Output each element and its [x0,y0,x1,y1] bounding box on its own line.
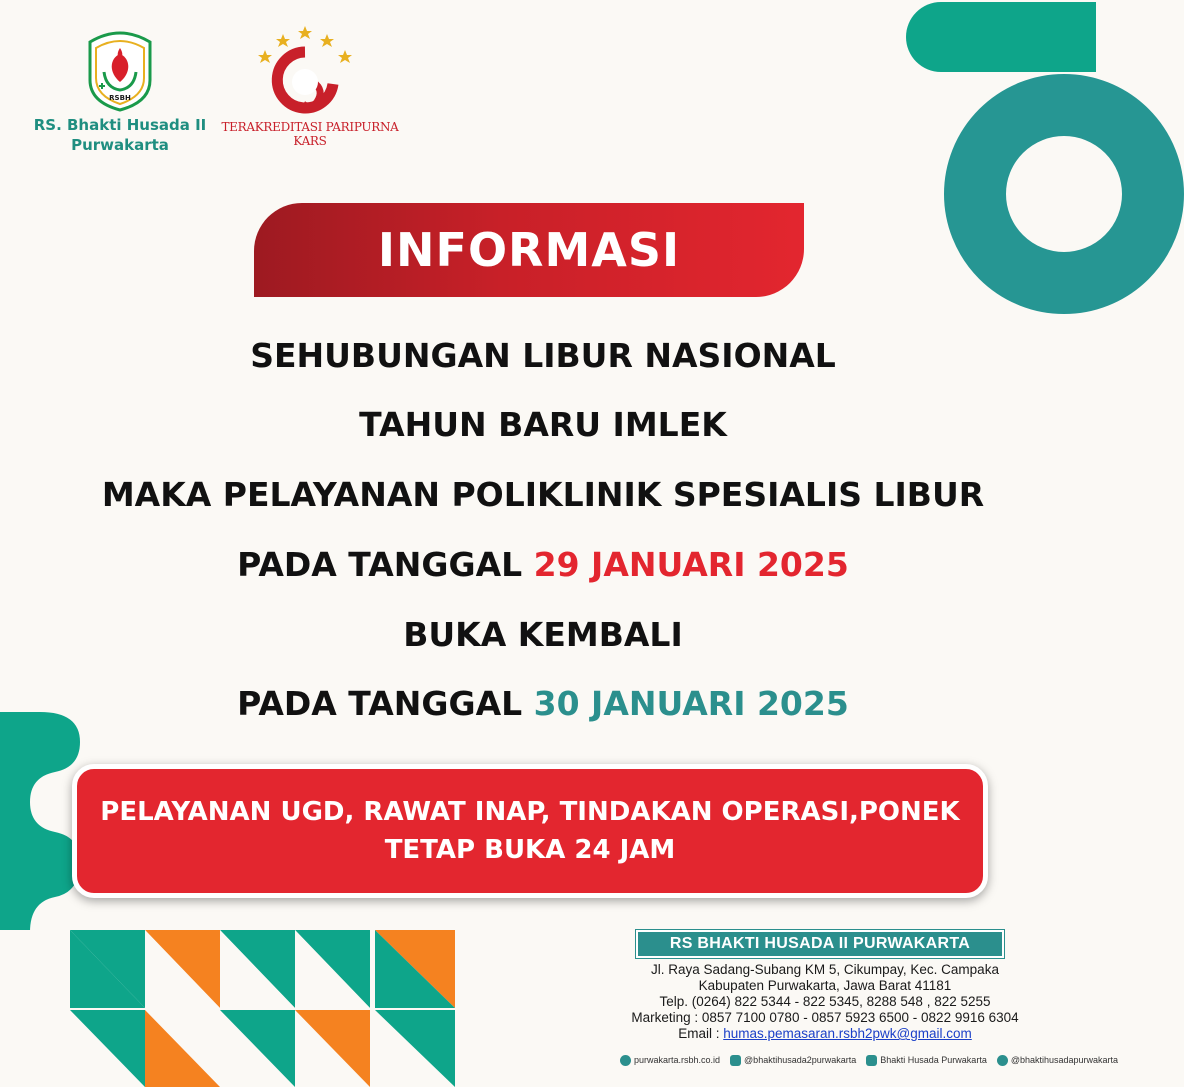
reopen-date-prefix: PADA TANGGAL [237,684,534,723]
closed-date: 29 JANUARI 2025 [533,545,849,584]
accreditation-caption [210,120,410,148]
footer-email-row [590,1026,1060,1042]
services-notice [72,764,988,898]
footer-address-1: Jl. Raya Sadang-Subang KM 5, Cikumpay, Kec. Campaka [651,962,999,977]
accreditation-text: TERAKREDITASI PARIPURNA [221,120,399,134]
footer-title: RS BHAKTI HUSADA II PURWAKARTA [636,930,1004,958]
decorative-bar [906,2,1096,72]
social-tiktok-text: @bhaktihusadapurwakarta [1010,1055,1119,1065]
services-notice-line-1: PELAYANAN UGD, RAWAT INAP, TINDAKAN OPERASI,PONEK [100,797,960,827]
hospital-city: Purwakarta [71,136,169,154]
footer-address-2: Kabupaten Purwakarta, Jawa Barat 41181 [698,978,952,993]
instagram-icon [730,1055,741,1066]
hospital-logo [80,28,160,112]
social-instagram[interactable] [730,1055,856,1066]
social-website-text: purwakarta.rsbh.co.id [634,1055,721,1065]
hospital-logo-caption [20,115,220,155]
announcement-line-4 [40,545,1046,584]
logo-badge-text: RSBH [109,94,131,102]
footer-email-link[interactable]: humas.pemasaran.rsbh2pwk@gmail.com [723,1026,972,1041]
triangle-pattern [0,930,460,1087]
info-banner [254,203,804,297]
announcement-line-1: SEHUBUNGAN LIBUR NASIONAL [250,336,836,375]
social-links [620,1052,1119,1068]
tiktok-icon [997,1055,1008,1066]
announcement-line-5: BUKA KEMBALI [403,615,683,654]
social-facebook[interactable] [866,1055,987,1066]
social-website[interactable] [620,1055,720,1066]
banner-title: INFORMASI [377,223,681,277]
globe-icon [620,1055,631,1066]
announcement-line-6 [40,684,1046,723]
social-tiktok[interactable] [997,1055,1118,1066]
services-notice-line-2: TETAP BUKA 24 JAM [384,835,676,865]
social-instagram-text: @bhaktihusada2purwakarta [744,1055,857,1065]
announcement-line-2: TAHUN BARU IMLEK [359,405,727,444]
hospital-name: RS. Bhakti Husada II [33,116,207,134]
footer-contact [590,962,1060,1042]
facebook-icon [866,1055,877,1066]
accreditation-logo [255,22,355,122]
footer-marketing: Marketing : 0857 7100 0780 - 0857 5923 6500 - 0822 9916 6304 [631,1010,1019,1025]
footer-email-label: Email : [678,1026,724,1041]
accreditation-body: KARS [293,134,327,148]
footer-phone: Telp. (0264) 822 5344 - 822 5345, 8288 548 , 822 5255 [659,994,991,1009]
announcement-line-3: MAKA PELAYANAN POLIKLINIK SPESIALIS LIBUR [101,475,985,514]
social-facebook-text: Bhakti Husada Purwakarta [880,1055,987,1065]
decorative-ring [944,74,1184,314]
reopen-date: 30 JANUARI 2025 [533,684,849,723]
closed-date-prefix: PADA TANGGAL [237,545,534,584]
